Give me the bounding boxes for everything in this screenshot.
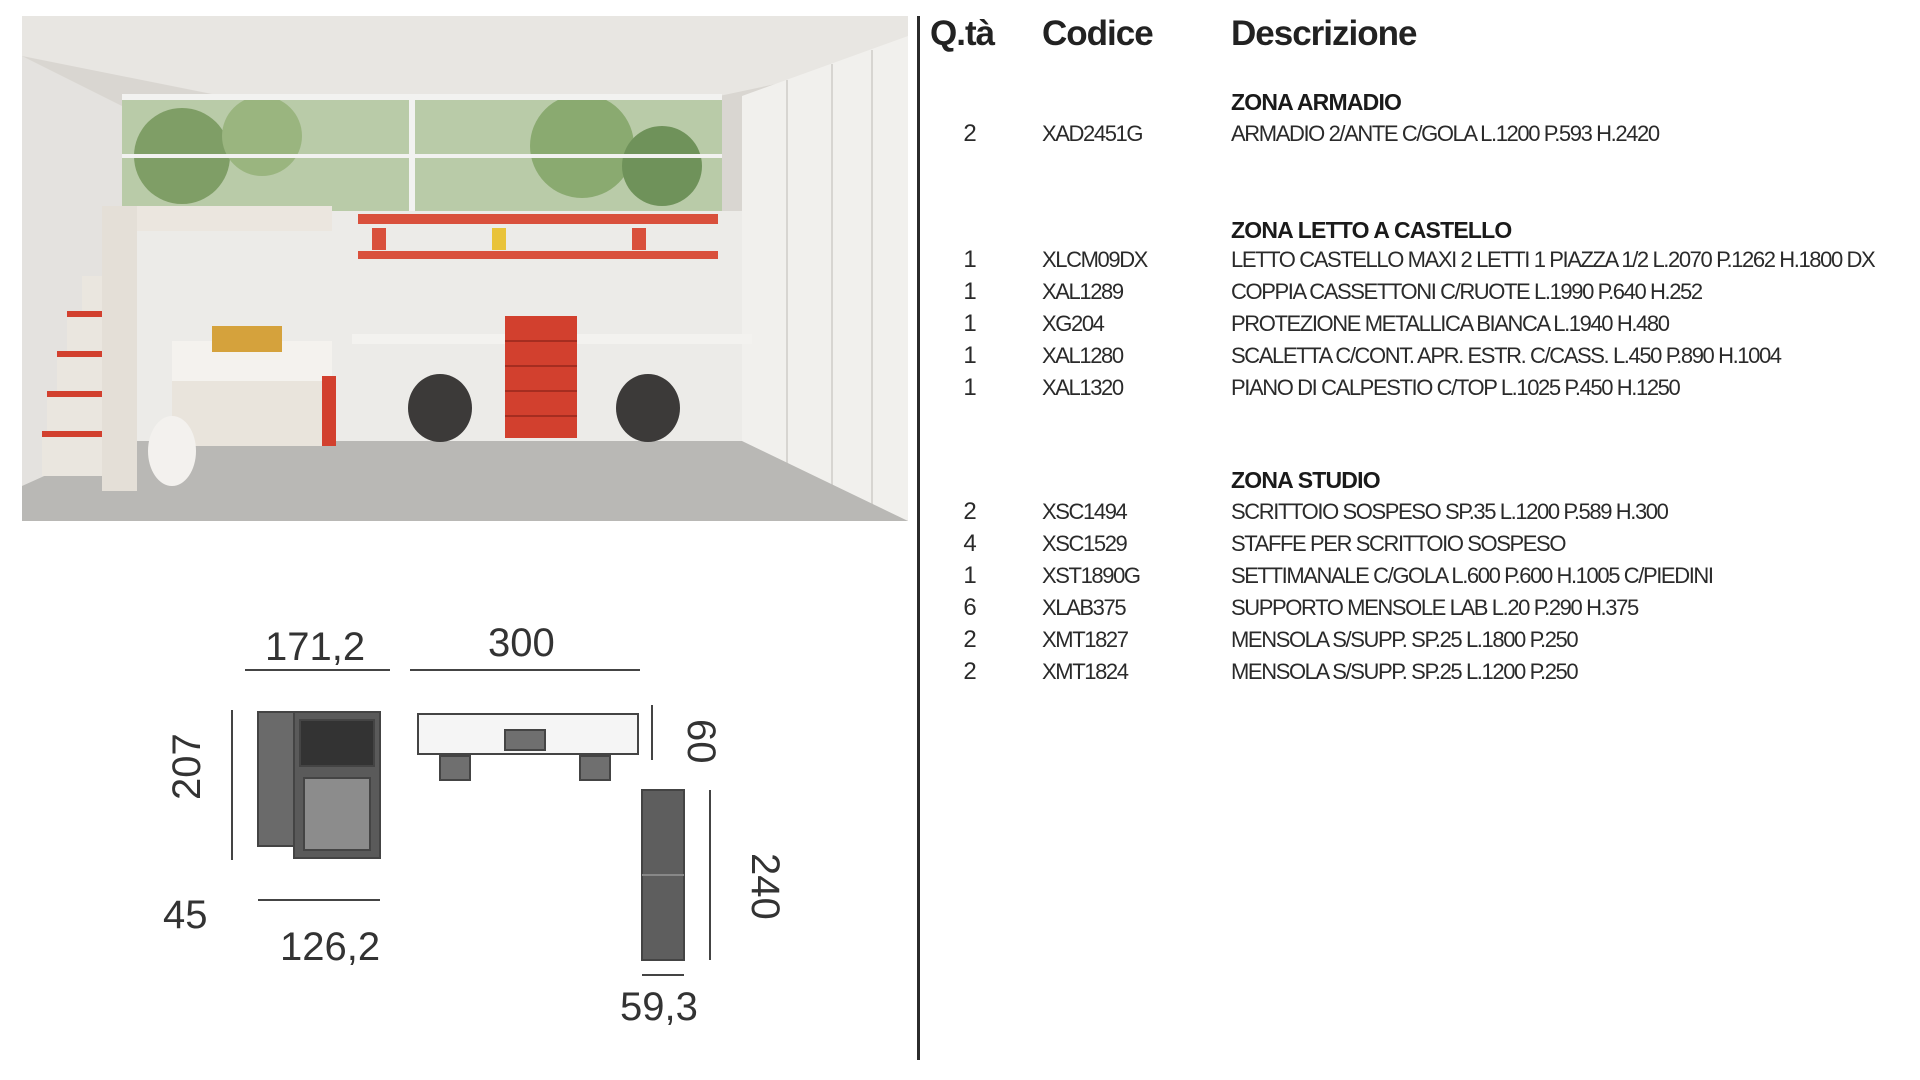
- dim-bottom-bed: 126,2: [280, 925, 381, 969]
- row-desc: COPPIA CASSETTONI C/RUOTE L.1990 P.640 H.252: [1231, 279, 1702, 304]
- table-row: [0, 372, 1920, 404]
- row-desc: LETTO CASTELLO MAXI 2 LETTI 1 PIAZZA 1/2 L.2070 P.1262 H.1800 DX: [1231, 247, 1875, 272]
- row-code: XAL1320: [1042, 375, 1123, 400]
- row-code: XG204: [1042, 311, 1104, 336]
- row-desc: MENSOLA S/SUPP. SP.25 L.1800 P.250: [1231, 627, 1578, 652]
- row-qty: 1: [963, 246, 977, 273]
- dim-desk-depth: 60: [679, 719, 723, 764]
- dim-top-left: 171,2: [265, 625, 366, 669]
- table-row: [0, 656, 1920, 688]
- row-qty: 1: [963, 278, 977, 305]
- row-code: XST1890G: [1042, 563, 1140, 588]
- ladder-block: [258, 712, 294, 846]
- table-row: [0, 624, 1920, 656]
- row-code: XAL1280: [1042, 343, 1123, 368]
- zone-title-studio: ZONA STUDIO: [1231, 467, 1380, 493]
- table-row: [0, 592, 1920, 624]
- row-code: XAL1289: [1042, 279, 1123, 304]
- row-code: XLCM09DX: [1042, 247, 1147, 272]
- row-desc: SCALETTA C/CONT. APR. ESTR. C/CASS. L.450 P.890 H.1004: [1231, 343, 1781, 368]
- row-code: XSC1529: [1042, 531, 1127, 556]
- dim-wardrobe-depth: 59,3: [620, 985, 698, 1029]
- table-row: [0, 496, 1920, 528]
- row-desc: SETTIMANALE C/GOLA L.600 P.600 H.1005 C/PIEDINI: [1231, 563, 1713, 588]
- table-row: [0, 276, 1920, 308]
- row-code: XMT1827: [1042, 627, 1128, 652]
- dim-wardrobe-length: 240: [743, 853, 787, 920]
- row-code: XAD2451G: [1042, 121, 1143, 146]
- row-qty: 4: [963, 530, 977, 557]
- table-row: [0, 340, 1920, 372]
- table-row: [0, 308, 1920, 340]
- row-desc: PIANO DI CALPESTIO C/TOP L.1025 P.450 H.1250: [1231, 375, 1680, 400]
- row-qty: 1: [963, 342, 977, 369]
- header-description: Descrizione: [1231, 14, 1417, 53]
- table-row: [0, 244, 1920, 276]
- row-desc: PROTEZIONE METALLICA BIANCA L.1940 H.480: [1231, 311, 1669, 336]
- row-qty: 2: [963, 498, 977, 525]
- row-desc: SCRITTOIO SOSPESO SP.35 L.1200 P.589 H.300: [1231, 499, 1668, 524]
- row-code: XMT1824: [1042, 659, 1128, 684]
- dim-bottom-left: 45: [163, 893, 208, 937]
- row-qty: 1: [963, 562, 977, 589]
- row-qty: 1: [963, 310, 977, 337]
- row-qty: 1: [963, 374, 977, 401]
- table-row: [0, 560, 1920, 592]
- zone-title-armadio: ZONA ARMADIO: [1231, 89, 1402, 115]
- row-desc: MENSOLA S/SUPP. SP.25 L.1200 P.250: [1231, 659, 1578, 684]
- dim-left-depth: 207: [165, 733, 209, 800]
- row-qty: 6: [963, 594, 977, 621]
- dim-top-desk: 300: [488, 621, 555, 665]
- table-row: [0, 528, 1920, 560]
- header-qty: Q.tà: [930, 14, 995, 53]
- zone-title-letto: ZONA LETTO A CASTELLO: [1231, 217, 1512, 243]
- row-desc: SUPPORTO MENSOLE LAB L.20 P.290 H.375: [1231, 595, 1638, 620]
- table-row: [0, 118, 1920, 150]
- row-desc: STAFFE PER SCRITTOIO SOSPESO: [1231, 531, 1566, 556]
- row-code: XLAB375: [1042, 595, 1126, 620]
- row-qty: 2: [963, 120, 977, 147]
- row-qty: 2: [963, 658, 977, 685]
- row-qty: 2: [963, 626, 977, 653]
- header-code: Codice: [1042, 14, 1153, 53]
- row-desc: ARMADIO 2/ANTE C/GOLA L.1200 P.593 H.2420: [1231, 121, 1659, 146]
- row-code: XSC1494: [1042, 499, 1127, 524]
